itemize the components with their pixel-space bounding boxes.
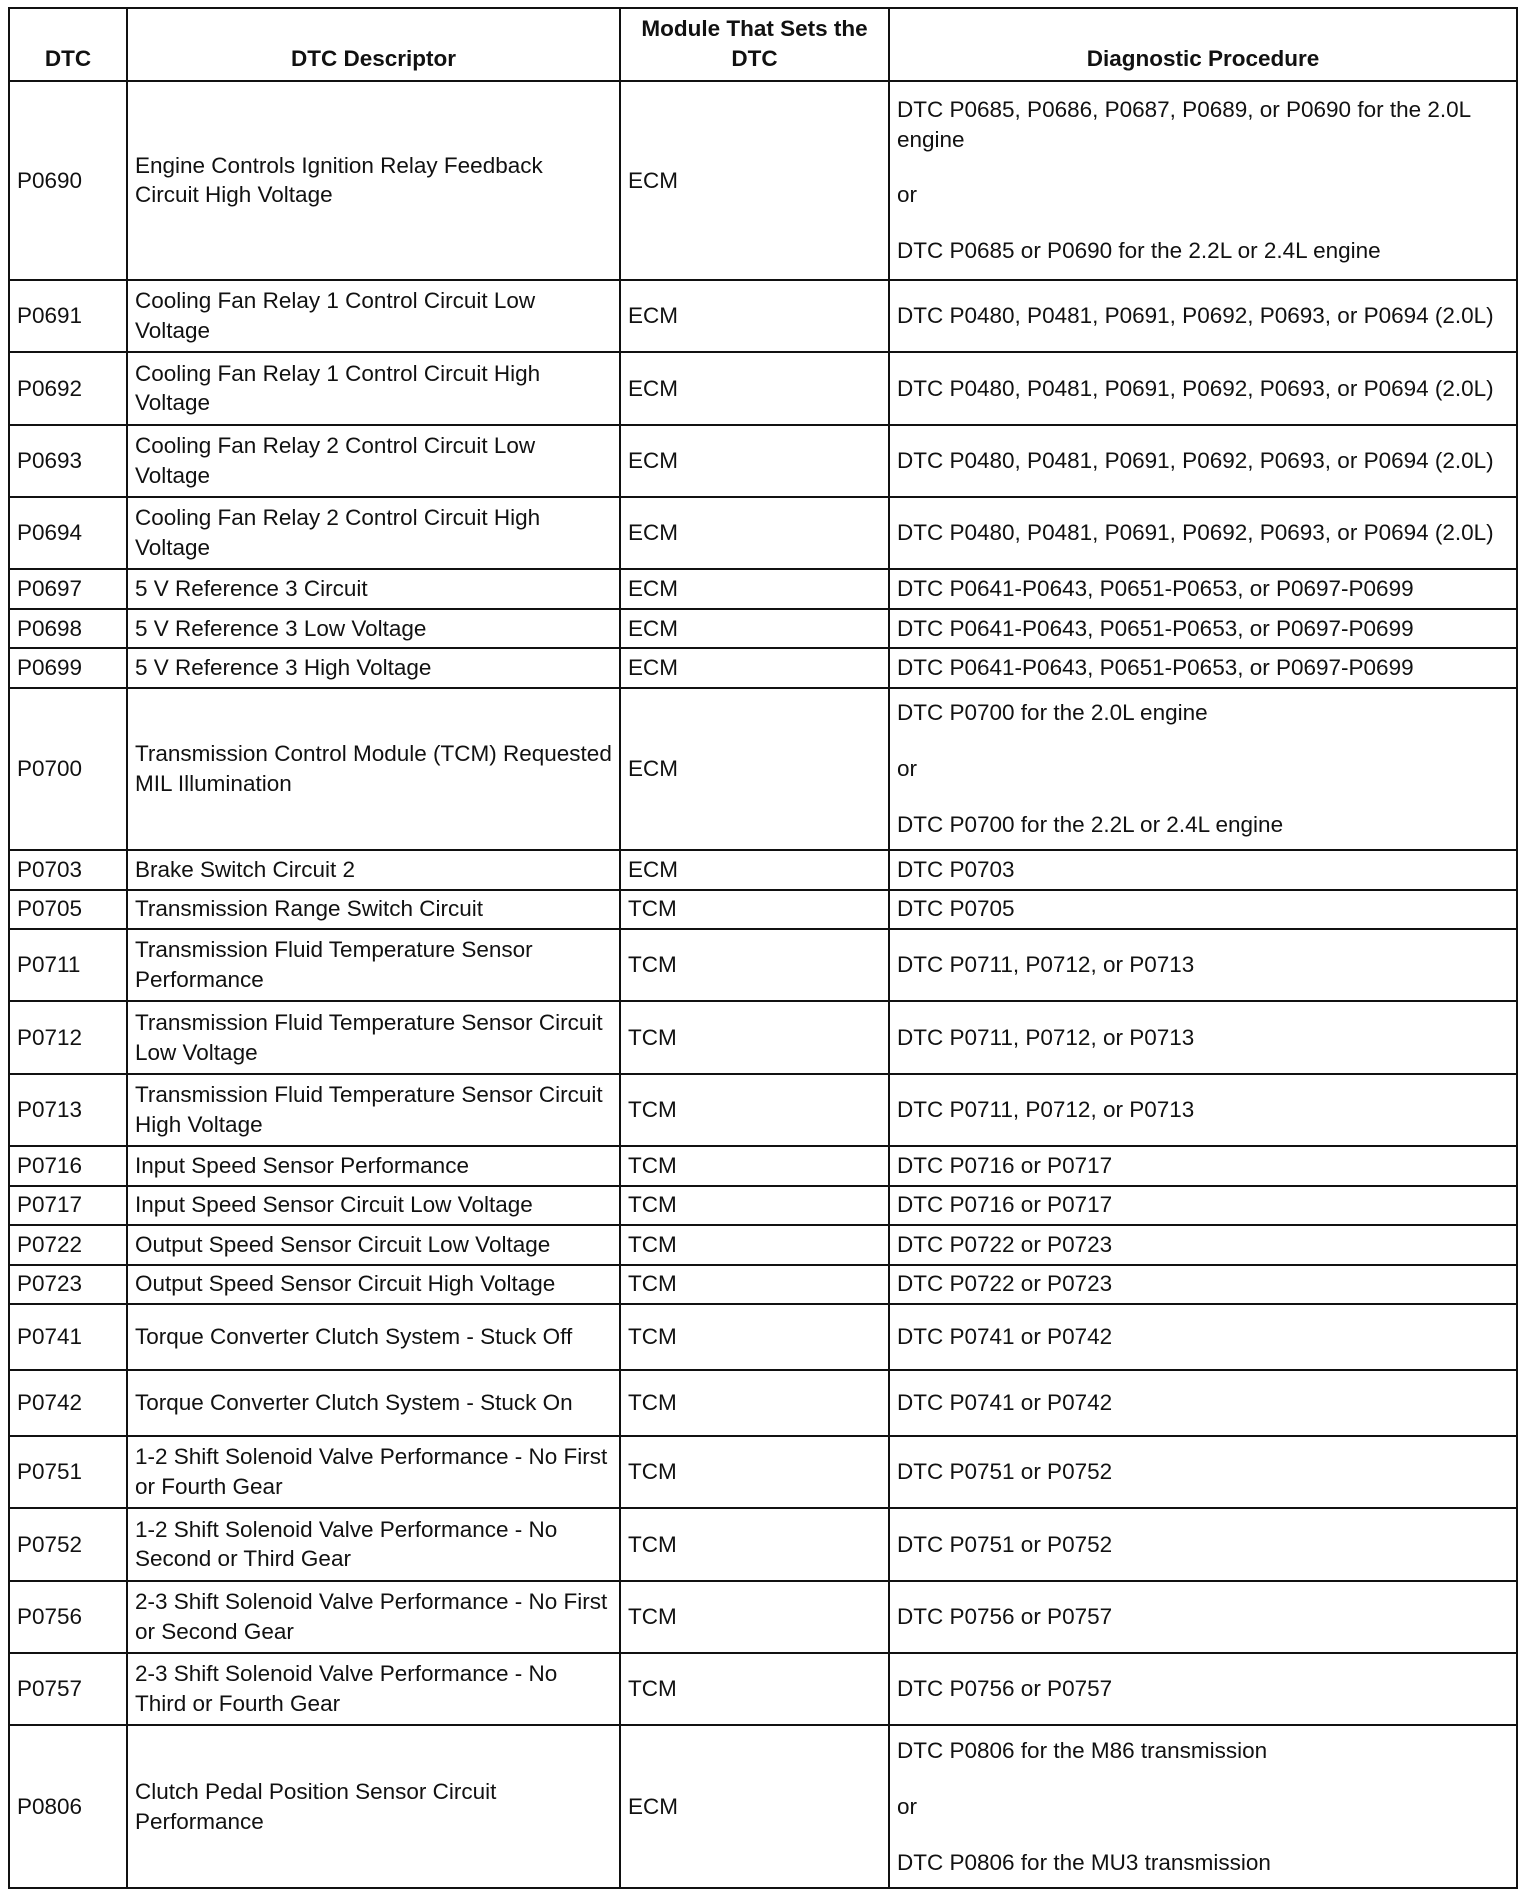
procedure-line: DTC P0806 for the M86 transmission [897, 1737, 1268, 1763]
procedure-line: DTC P0756 or P0757 [897, 1676, 1113, 1702]
dtc-code-cell: P0691 [9, 280, 127, 352]
dtc-code-cell: P0699 [9, 648, 127, 687]
table-row [9, 1146, 1517, 1185]
dtc-descriptor-cell: 5 V Reference 3 Circuit [127, 569, 620, 608]
table-row [9, 1265, 1517, 1304]
procedure-line: DTC P0641-P0643, P0651-P0653, or P0697-P0699 [897, 576, 1414, 602]
procedure-line: DTC P0716 or P0717 [897, 1192, 1113, 1218]
procedure-line: DTC P0641-P0643, P0651-P0653, or P0697-P0699 [897, 615, 1414, 641]
dtc-descriptor-cell: Cooling Fan Relay 2 Control Circuit High Voltage [127, 497, 620, 569]
table-row [9, 929, 1517, 1001]
header-dtc: DTC [9, 8, 127, 81]
dtc-descriptor-cell: Transmission Fluid Temperature Sensor Circuit High Voltage [127, 1074, 620, 1146]
dtc-code-cell: P0692 [9, 352, 127, 424]
dtc-descriptor-cell: Cooling Fan Relay 1 Control Circuit High Voltage [127, 352, 620, 424]
procedure-line: DTC P0751 or P0752 [897, 1459, 1113, 1485]
dtc-descriptor-cell: 5 V Reference 3 Low Voltage [127, 609, 620, 648]
procedure-line: DTC P0716 or P0717 [897, 1152, 1113, 1178]
dtc-code-cell: P0716 [9, 1146, 127, 1185]
table-body [9, 81, 1517, 1888]
module-cell: TCM [620, 1581, 889, 1653]
table-row [9, 1436, 1517, 1508]
dtc-descriptor-cell: Clutch Pedal Position Sensor Circuit Performance [127, 1725, 620, 1888]
dtc-descriptor-cell: 5 V Reference 3 High Voltage [127, 648, 620, 687]
diagnostic-procedure-cell [889, 1304, 1517, 1370]
procedure-line: DTC P0751 or P0752 [897, 1531, 1113, 1557]
module-cell: TCM [620, 890, 889, 929]
diagnostic-procedure-cell [889, 648, 1517, 687]
procedure-line: DTC P0756 or P0757 [897, 1603, 1113, 1629]
module-cell: ECM [620, 1725, 889, 1888]
dtc-descriptor-cell: Torque Converter Clutch System - Stuck On [127, 1370, 620, 1436]
diagnostic-procedure-cell [889, 81, 1517, 280]
dtc-code-cell: P0756 [9, 1581, 127, 1653]
diagnostic-procedure-cell [889, 890, 1517, 929]
diagnostic-procedure-cell [889, 425, 1517, 497]
procedure-line: or [897, 182, 918, 208]
module-cell: TCM [620, 1186, 889, 1225]
diagnostic-procedure-cell [889, 929, 1517, 1001]
table-row [9, 280, 1517, 352]
dtc-descriptor-cell: Transmission Fluid Temperature Sensor Performance [127, 929, 620, 1001]
procedure-line: DTC P0722 or P0723 [897, 1231, 1113, 1257]
dtc-code-cell: P0700 [9, 688, 127, 850]
table-row [9, 890, 1517, 929]
dtc-table [8, 7, 1518, 1889]
table-row [9, 1074, 1517, 1146]
module-cell: ECM [620, 688, 889, 850]
dtc-descriptor-cell: 2-3 Shift Solenoid Valve Performance - No Third or Fourth Gear [127, 1653, 620, 1725]
module-cell: ECM [620, 425, 889, 497]
table-row [9, 1001, 1517, 1073]
table-row [9, 1653, 1517, 1725]
procedure-line: DTC P0480, P0481, P0691, P0692, P0693, or P0694 (2.0L) [897, 375, 1494, 401]
diagnostic-procedure-cell [889, 1508, 1517, 1580]
dtc-code-cell: P0705 [9, 890, 127, 929]
diagnostic-procedure-cell [889, 688, 1517, 850]
dtc-code-cell: P0690 [9, 81, 127, 280]
table-row [9, 569, 1517, 608]
module-cell: TCM [620, 1225, 889, 1264]
table-row [9, 688, 1517, 850]
dtc-code-cell: P0717 [9, 1186, 127, 1225]
procedure-line: DTC P0711, P0712, or P0713 [897, 1097, 1195, 1123]
procedure-line: DTC P0641-P0643, P0651-P0653, or P0697-P0699 [897, 655, 1414, 681]
diagnostic-procedure-cell [889, 280, 1517, 352]
procedure-line: DTC P0480, P0481, P0691, P0692, P0693, or P0694 (2.0L) [897, 447, 1494, 473]
module-cell: TCM [620, 1146, 889, 1185]
dtc-code-cell: P0698 [9, 609, 127, 648]
procedure-line: DTC P0806 for the MU3 transmission [897, 1849, 1271, 1875]
module-cell: ECM [620, 352, 889, 424]
procedure-line: DTC P0700 for the 2.0L engine [897, 700, 1208, 726]
table-row [9, 425, 1517, 497]
module-cell: TCM [620, 1370, 889, 1436]
header-procedure: Diagnostic Procedure [889, 8, 1517, 81]
table-row [9, 850, 1517, 889]
diagnostic-procedure-cell [889, 850, 1517, 889]
module-cell: TCM [620, 1265, 889, 1304]
dtc-code-cell: P0711 [9, 929, 127, 1001]
module-cell: TCM [620, 1001, 889, 1073]
procedure-line: or [897, 1793, 918, 1819]
module-cell: TCM [620, 1508, 889, 1580]
diagnostic-procedure-cell [889, 1074, 1517, 1146]
dtc-code-cell: P0742 [9, 1370, 127, 1436]
diagnostic-procedure-cell [889, 1146, 1517, 1185]
diagnostic-procedure-cell [889, 1370, 1517, 1436]
dtc-descriptor-cell: Output Speed Sensor Circuit Low Voltage [127, 1225, 620, 1264]
dtc-descriptor-cell: Input Speed Sensor Circuit Low Voltage [127, 1186, 620, 1225]
procedure-line: DTC P0741 or P0742 [897, 1324, 1113, 1350]
table-row [9, 497, 1517, 569]
dtc-descriptor-cell: Engine Controls Ignition Relay Feedback Circuit High Voltage [127, 81, 620, 280]
table-row [9, 1370, 1517, 1436]
dtc-code-cell: P0703 [9, 850, 127, 889]
dtc-descriptor-cell: Transmission Control Module (TCM) Requested MIL Illumination [127, 688, 620, 850]
diagnostic-procedure-cell [889, 352, 1517, 424]
table-row [9, 81, 1517, 280]
procedure-line: DTC P0685 or P0690 for the 2.2L or 2.4L engine [897, 238, 1381, 264]
diagnostic-procedure-cell [889, 1653, 1517, 1725]
dtc-descriptor-cell: Cooling Fan Relay 2 Control Circuit Low Voltage [127, 425, 620, 497]
table-row [9, 1508, 1517, 1580]
procedure-line: DTC P0722 or P0723 [897, 1271, 1113, 1297]
module-cell: ECM [620, 280, 889, 352]
procedure-line: DTC P0741 or P0742 [897, 1389, 1113, 1415]
dtc-code-cell: P0757 [9, 1653, 127, 1725]
table-row [9, 1225, 1517, 1264]
diagnostic-procedure-cell [889, 609, 1517, 648]
diagnostic-procedure-cell [889, 1436, 1517, 1508]
module-cell: ECM [620, 81, 889, 280]
dtc-code-cell: P0694 [9, 497, 127, 569]
dtc-descriptor-cell: Transmission Range Switch Circuit [127, 890, 620, 929]
table-row [9, 1186, 1517, 1225]
module-cell: TCM [620, 1436, 889, 1508]
procedure-line: DTC P0685, P0686, P0687, P0689, or P0690 for the 2.0L engine [897, 96, 1471, 152]
diagnostic-procedure-cell [889, 497, 1517, 569]
dtc-code-cell: P0697 [9, 569, 127, 608]
dtc-code-cell: P0713 [9, 1074, 127, 1146]
procedure-line: DTC P0480, P0481, P0691, P0692, P0693, or P0694 (2.0L) [897, 303, 1494, 329]
procedure-line: DTC P0703 [897, 856, 1015, 882]
header-descriptor: DTC Descriptor [127, 8, 620, 81]
header-module: Module That Sets the DTC [620, 8, 889, 81]
table-row [9, 1581, 1517, 1653]
diagnostic-procedure-cell [889, 569, 1517, 608]
dtc-descriptor-cell: Torque Converter Clutch System - Stuck Off [127, 1304, 620, 1370]
dtc-code-cell: P0751 [9, 1436, 127, 1508]
dtc-code-cell: P0693 [9, 425, 127, 497]
module-cell: ECM [620, 850, 889, 889]
module-cell: ECM [620, 648, 889, 687]
header-row [9, 8, 1517, 81]
module-cell: ECM [620, 569, 889, 608]
dtc-descriptor-cell: Brake Switch Circuit 2 [127, 850, 620, 889]
dtc-code-cell: P0752 [9, 1508, 127, 1580]
dtc-code-cell: P0722 [9, 1225, 127, 1264]
dtc-descriptor-cell: Output Speed Sensor Circuit High Voltage [127, 1265, 620, 1304]
dtc-code-cell: P0712 [9, 1001, 127, 1073]
procedure-line: DTC P0700 for the 2.2L or 2.4L engine [897, 811, 1284, 837]
procedure-line: DTC P0480, P0481, P0691, P0692, P0693, or P0694 (2.0L) [897, 520, 1494, 546]
procedure-line: DTC P0705 [897, 896, 1015, 922]
diagnostic-procedure-cell [889, 1265, 1517, 1304]
procedure-line: DTC P0711, P0712, or P0713 [897, 1024, 1195, 1050]
diagnostic-procedure-cell [889, 1225, 1517, 1264]
dtc-code-cell: P0723 [9, 1265, 127, 1304]
module-cell: TCM [620, 1074, 889, 1146]
table-row [9, 648, 1517, 687]
table-row [9, 352, 1517, 424]
procedure-line: DTC P0711, P0712, or P0713 [897, 952, 1195, 978]
module-cell: TCM [620, 1653, 889, 1725]
table-row [9, 1304, 1517, 1370]
dtc-descriptor-cell: Transmission Fluid Temperature Sensor Circuit Low Voltage [127, 1001, 620, 1073]
dtc-descriptor-cell: 1-2 Shift Solenoid Valve Performance - No Second or Third Gear [127, 1508, 620, 1580]
module-cell: ECM [620, 497, 889, 569]
dtc-descriptor-cell: Cooling Fan Relay 1 Control Circuit Low Voltage [127, 280, 620, 352]
dtc-code-cell: P0741 [9, 1304, 127, 1370]
dtc-descriptor-cell: Input Speed Sensor Performance [127, 1146, 620, 1185]
diagnostic-procedure-cell [889, 1186, 1517, 1225]
table-row [9, 1725, 1517, 1888]
dtc-descriptor-cell: 2-3 Shift Solenoid Valve Performance - No First or Second Gear [127, 1581, 620, 1653]
diagnostic-procedure-cell [889, 1001, 1517, 1073]
module-cell: TCM [620, 929, 889, 1001]
dtc-code-cell: P0806 [9, 1725, 127, 1888]
module-cell: TCM [620, 1304, 889, 1370]
procedure-line: or [897, 756, 918, 781]
diagnostic-procedure-cell [889, 1581, 1517, 1653]
dtc-descriptor-cell: 1-2 Shift Solenoid Valve Performance - No First or Fourth Gear [127, 1436, 620, 1508]
table-row [9, 609, 1517, 648]
diagnostic-procedure-cell [889, 1725, 1517, 1888]
module-cell: ECM [620, 609, 889, 648]
